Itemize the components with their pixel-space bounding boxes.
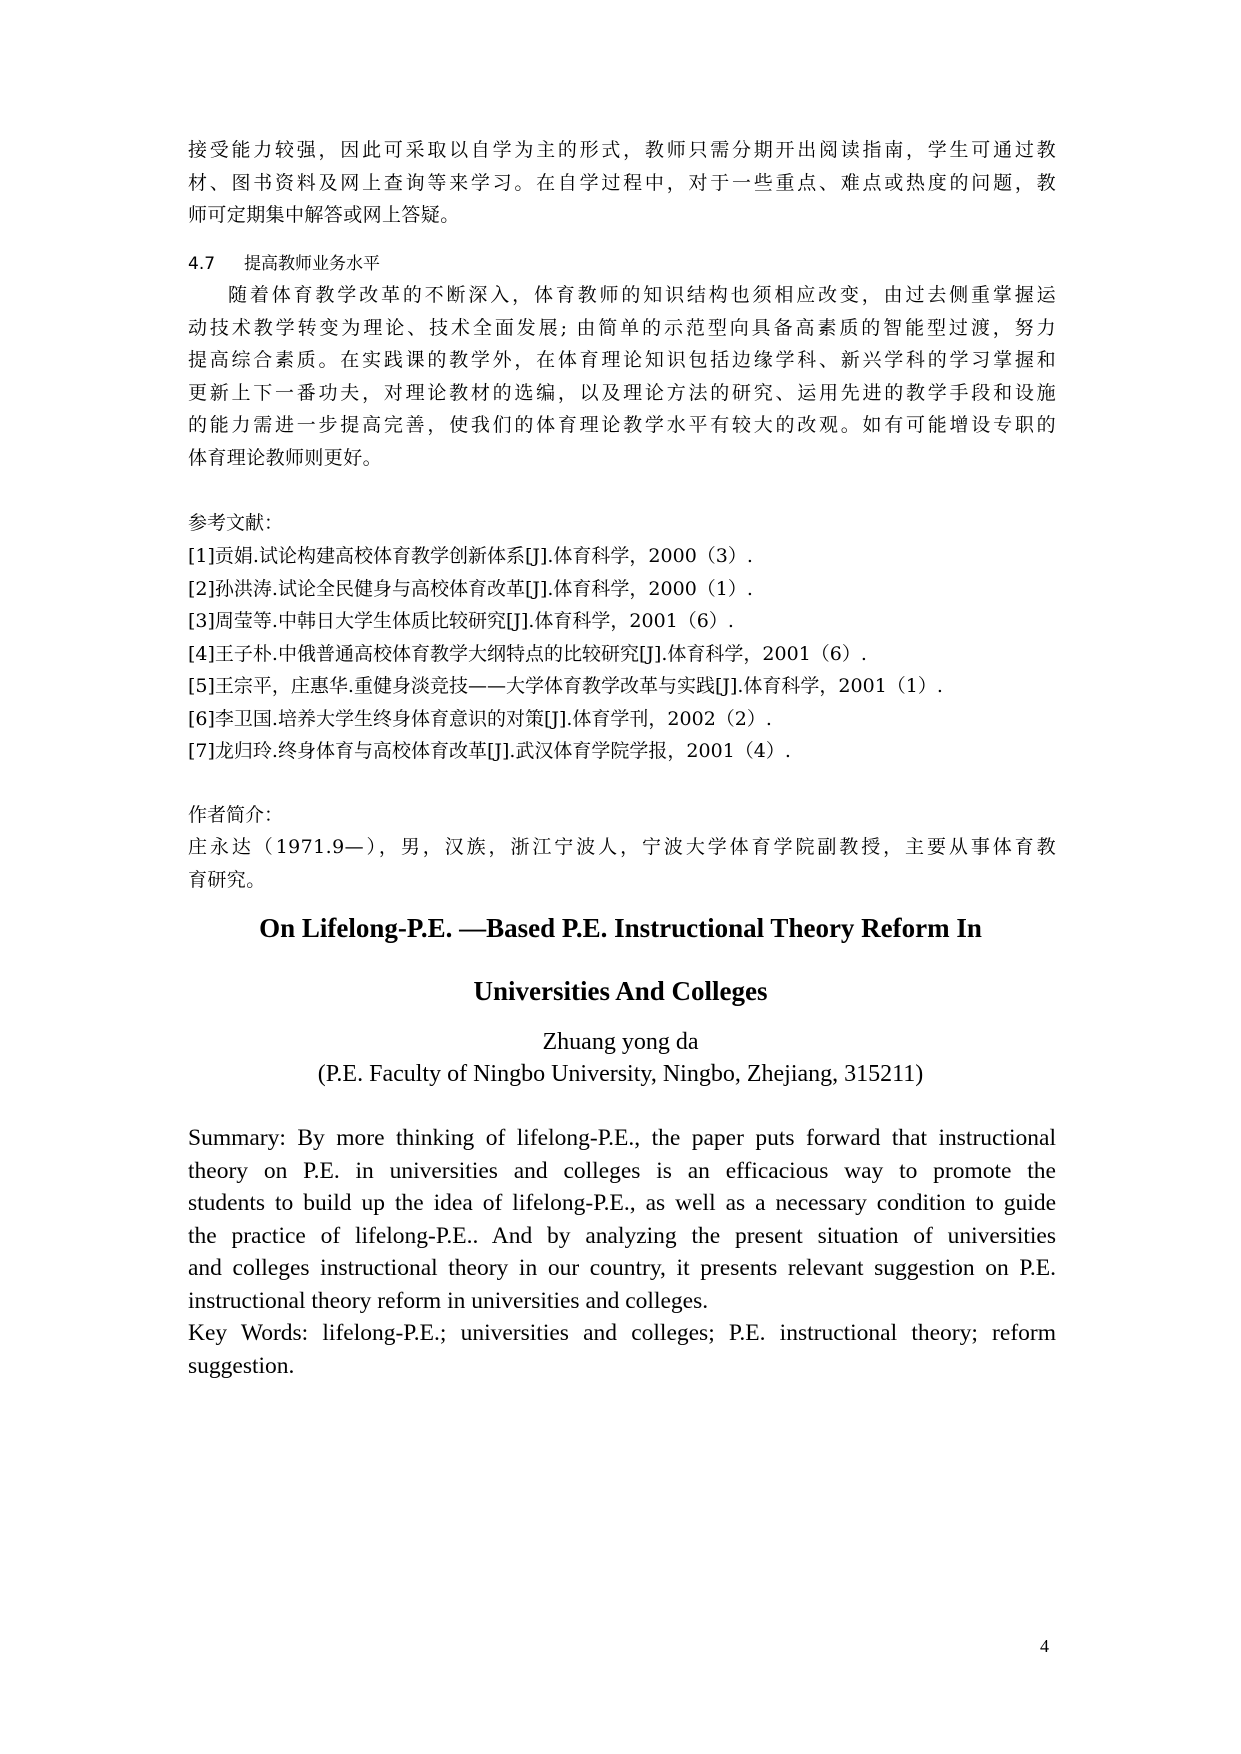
reference-item: [1]贡娟.试论构建高校体育教学创新体系[J].体育科学，2000（3）. (188, 545, 753, 567)
keywords-line: Key Words: lifelong-P.E.; universities and colleges; P.E. instructional theory; reform (188, 1320, 1056, 1346)
reference-item: [4]王子朴.中俄普通高校体育教学大纲特点的比较研究[J].体育科学，2001（6）. (188, 642, 867, 665)
english-title-line-1: On Lifelong-P.E. —Based P.E. Instructional Theory Reform In (259, 913, 982, 943)
section-number: 4.7 (188, 254, 216, 274)
paragraph-line: 的能力需进一步提高完善，使我们的体育理论教学水平有较大的改观。如有可能增设专职的 (188, 414, 1056, 436)
paragraph-line: 材、图书资料及网上查询等来学习。在自学过程中，对于一些重点、难点或热度的问题，教 (188, 171, 1056, 194)
summary-line: students to build up the idea of lifelong-P.E., as well as a necessary condition to guide (188, 1190, 1056, 1216)
section-title: 提高教师业务水平 (244, 254, 380, 274)
paragraph-line: 随着体育教学改革的不断深入，体育教师的知识结构也须相应改变，由过去侧重掌握运 (228, 284, 1056, 306)
author-bio-line: 育研究。 (188, 868, 266, 891)
author-bio-line: 庄永达（1971.9—），男，汉族，浙江宁波人，宁波大学体育学院副教授，主要从事体育教 (188, 836, 1056, 858)
summary-line: the practice of lifelong-P.E.. And by analyzing the present situation of universities (188, 1222, 1056, 1249)
paragraph-line: 体育理论教师则更好。 (188, 446, 383, 469)
references-title: 参考文献： (188, 512, 284, 534)
references-list (188, 540, 1056, 768)
summary-line: and colleges instructional theory in our country, it presents relevant suggestion on P.E. (188, 1255, 1056, 1281)
summary-line: theory on P.E. in universities and colleges is an efficacious way to promote the (188, 1157, 1056, 1184)
reference-item: [5]王宗平，庄惠华.重健身淡竞技——大学体育教学改革与实践[J].体育科学，2001（1）. (188, 675, 943, 697)
paragraph-line: 接受能力较强，因此可采取以自学为主的形式，教师只需分期开出阅读指南，学生可通过教 (188, 139, 1056, 161)
summary-line: Summary: By more thinking of lifelong-P.E., the paper puts forward that instructional (188, 1125, 1056, 1151)
continuation-paragraph (188, 134, 1056, 232)
paragraph-line: 动技术教学转变为理论、技术全面发展; 由简单的示范型向具备高素质的智能型过渡，努力 (188, 316, 1056, 339)
paragraph-line: 提高综合素质。在实践课的教学外，在体育理论知识包括边缘学科、新兴学科的学习掌握和 (188, 349, 1056, 371)
author-bio-title: 作者简介： (188, 804, 284, 826)
section-heading (188, 249, 1056, 279)
reference-item: [7]龙归玲.终身体育与高校体育改革[J].武汉体育学院学报，2001（4）. (188, 740, 791, 762)
english-author: Zhuang yong da (542, 1029, 699, 1055)
english-title-line-2: Universities And Colleges (473, 976, 768, 1006)
reference-item: [2]孙洪涛.试论全民健身与高校体育改革[J].体育科学，2000（1）. (188, 577, 753, 600)
paragraph-line: 师可定期集中解答或网上答疑。 (188, 204, 460, 226)
paragraph-line: 更新上下一番功夫，对理论教材的选编，以及理论方法的研究、运用先进的教学手段和设施 (188, 381, 1056, 404)
summary-line: instructional theory reform in universities and colleges. (188, 1287, 709, 1314)
section-paragraph (188, 279, 1056, 474)
english-summary (188, 1122, 1056, 1382)
page-number: 4 (1040, 1636, 1049, 1656)
reference-item: [6]李卫国.培养大学生终身体育意识的对策[J].体育学刊，2002（2）. (188, 707, 772, 730)
reference-item: [3]周莹等.中韩日大学生体质比较研究[J].体育科学，2001（6）. (188, 610, 734, 632)
author-bio (188, 831, 1056, 896)
english-affiliation: (P.E. Faculty of Ningbo University, Ningbo, Zhejiang, 315211) (317, 1061, 924, 1087)
keywords-line: suggestion. (188, 1352, 295, 1379)
